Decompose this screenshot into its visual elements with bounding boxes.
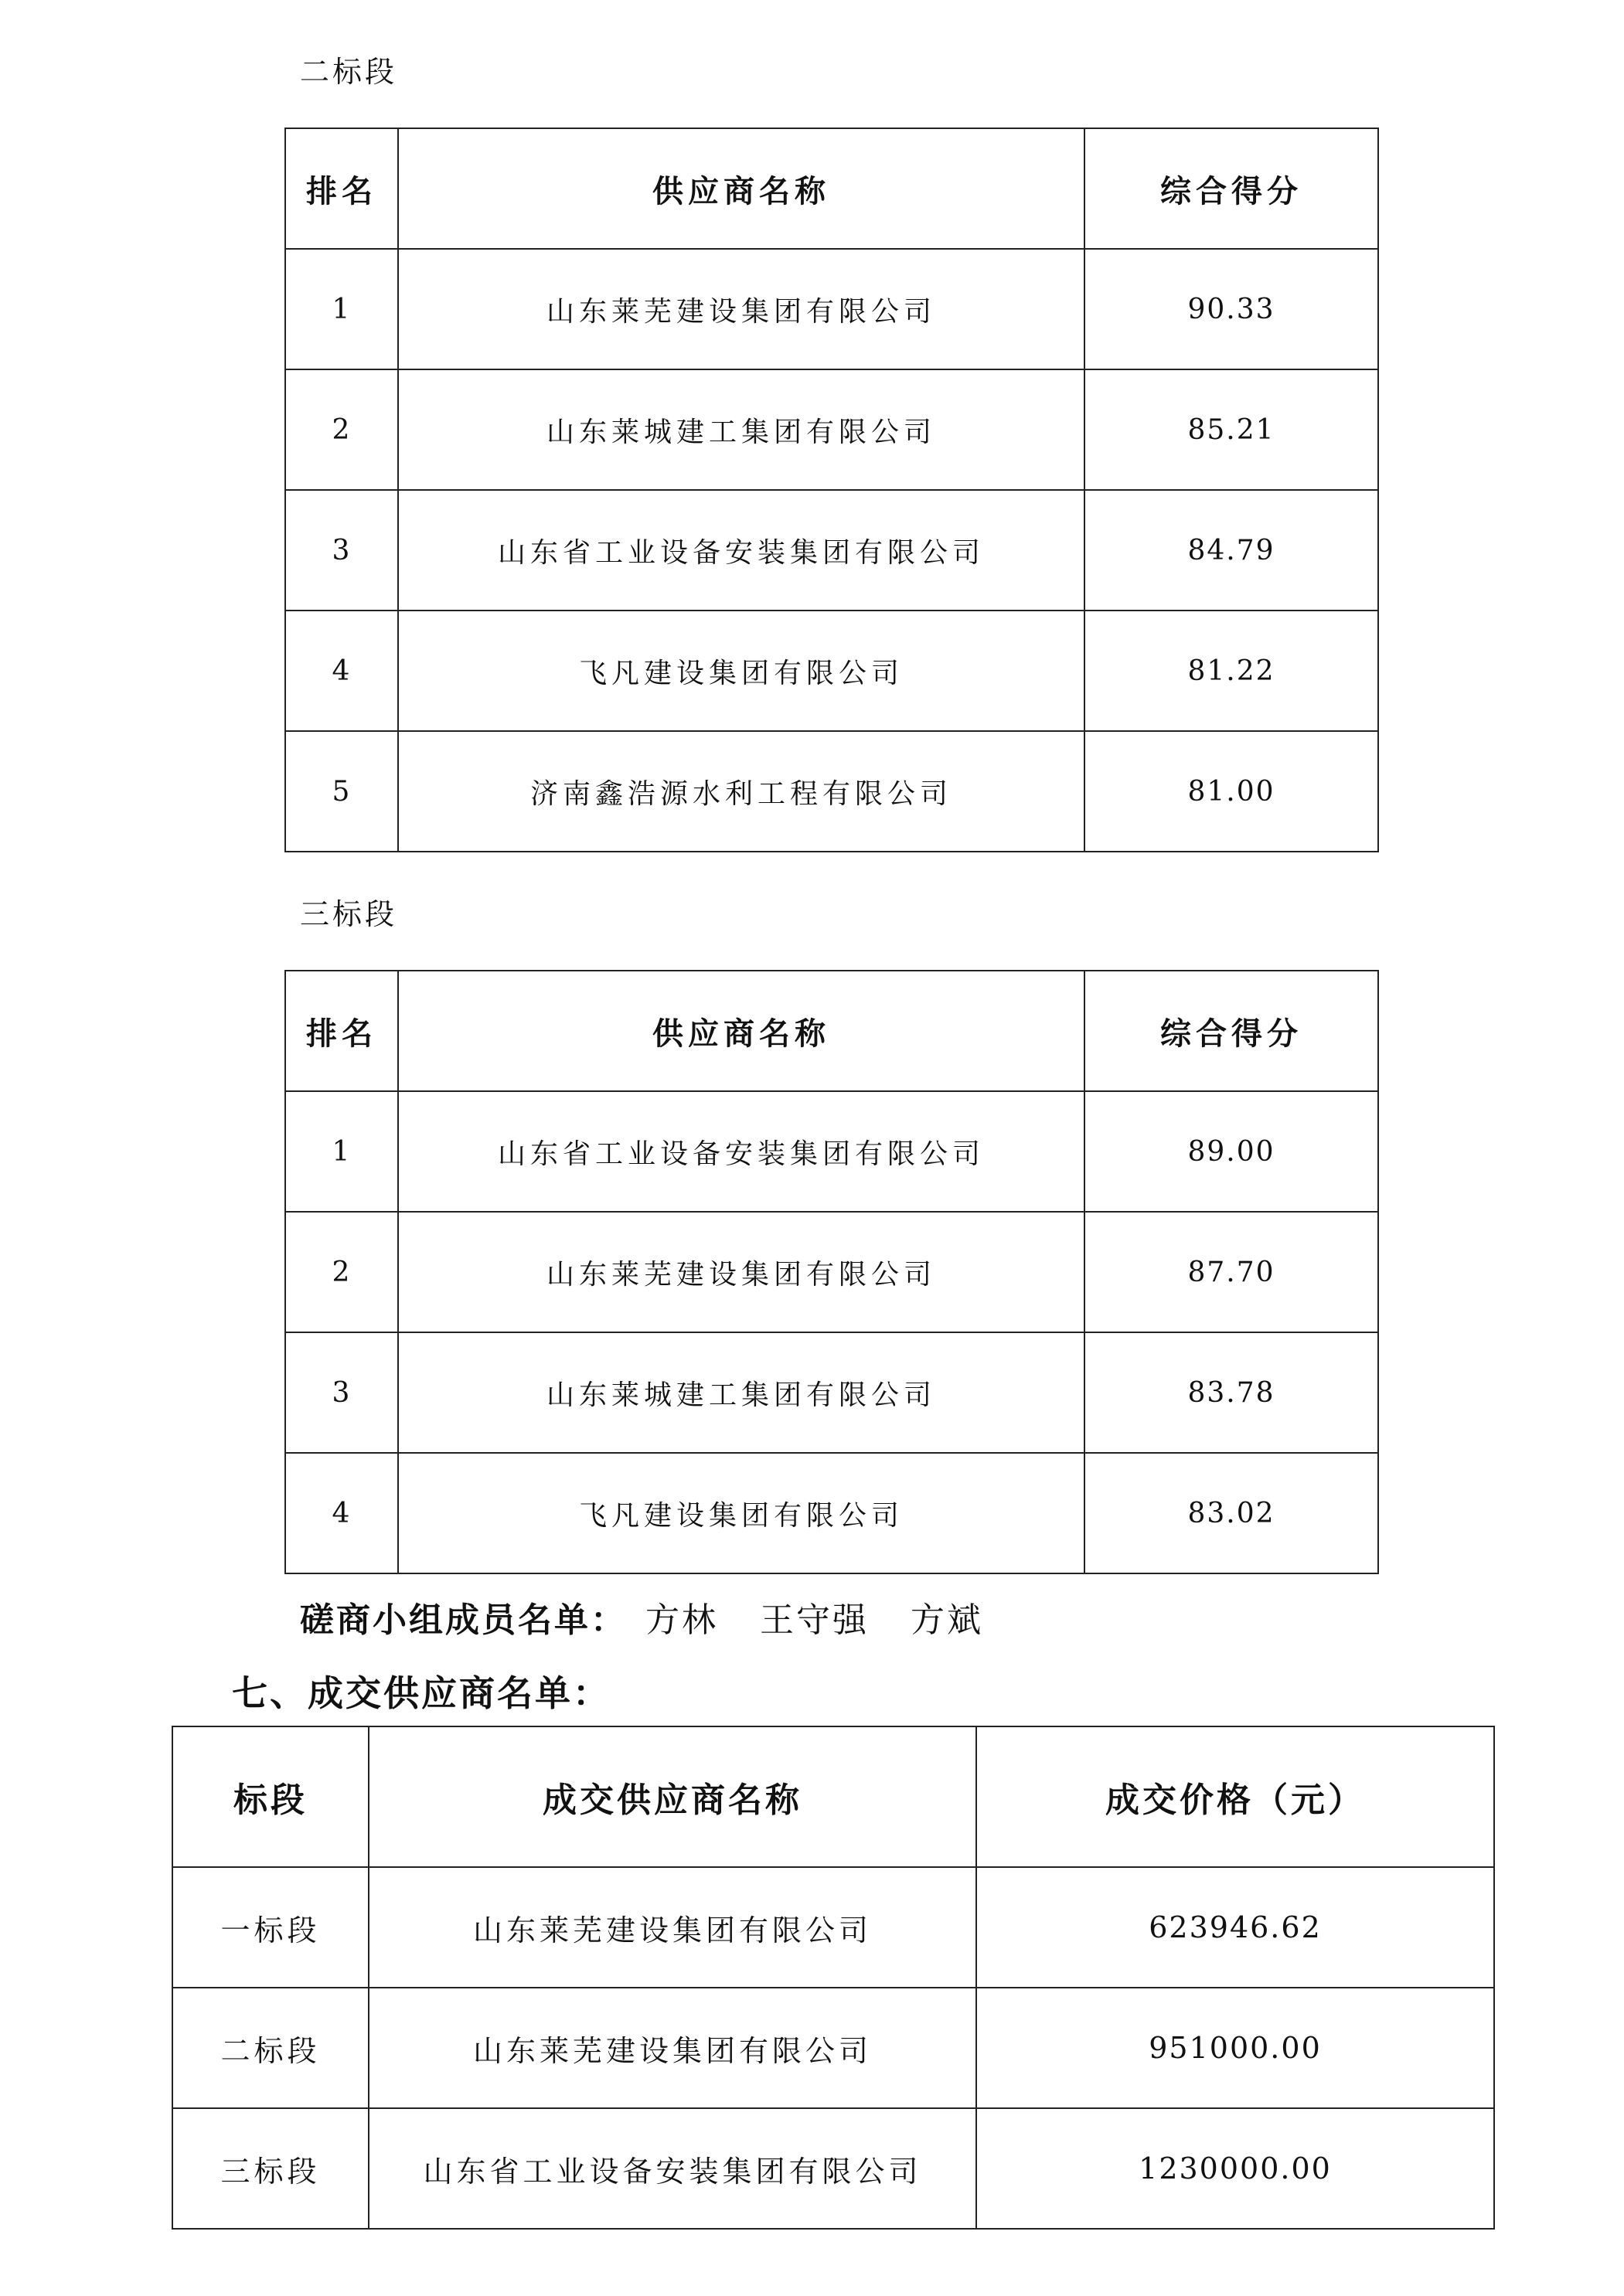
supplier-header: 供应商名称 — [398, 128, 1084, 249]
rank-header: 排名 — [285, 128, 398, 249]
score-cell: 84.79 — [1084, 490, 1378, 611]
supplier-cell: 山东莱芜建设集团有限公司 — [369, 1867, 976, 1988]
table-header-row — [285, 971, 1378, 1091]
section-header: 标段 — [172, 1726, 369, 1867]
section-2-label: 二标段 — [300, 55, 398, 89]
score-cell: 83.78 — [1084, 1332, 1378, 1453]
supplier-cell: 济南鑫浩源水利工程有限公司 — [398, 731, 1084, 852]
rank-cell: 5 — [285, 731, 398, 852]
table-row — [285, 611, 1378, 731]
supplier-cell: 山东莱城建工集团有限公司 — [398, 369, 1084, 490]
rank-cell: 4 — [285, 611, 398, 731]
rank-header: 排名 — [285, 971, 398, 1091]
table-row — [172, 1867, 1494, 1988]
rank-cell: 3 — [285, 1332, 398, 1453]
score-cell: 87.70 — [1084, 1212, 1378, 1332]
supplier-cell: 山东莱芜建设集团有限公司 — [398, 1212, 1084, 1332]
supplier-cell: 飞凡建设集团有限公司 — [398, 611, 1084, 731]
table-row — [285, 731, 1378, 852]
rank-cell: 1 — [285, 1091, 398, 1212]
section-cell: 二标段 — [172, 1988, 369, 2108]
table-row — [285, 1212, 1378, 1332]
member-name: 方斌 — [911, 1600, 983, 1640]
section-cell: 一标段 — [172, 1867, 369, 1988]
table-row — [285, 490, 1378, 611]
table-row — [285, 249, 1378, 369]
table-header-row — [172, 1726, 1494, 1867]
panel-members-label: 磋商小组成员名单： — [300, 1600, 627, 1640]
supplier-cell: 山东省工业设备安装集团有限公司 — [398, 1091, 1084, 1212]
supplier-cell: 山东省工业设备安装集团有限公司 — [369, 2108, 976, 2229]
score-cell: 89.00 — [1084, 1091, 1378, 1212]
supplier-header: 供应商名称 — [398, 971, 1084, 1091]
score-cell: 81.22 — [1084, 611, 1378, 731]
table-row — [172, 1988, 1494, 2108]
section-3-ranking-table — [284, 970, 1379, 1574]
price-cell: 1230000.00 — [976, 2108, 1494, 2229]
panel-members-line — [300, 1592, 1006, 1641]
score-cell: 81.00 — [1084, 731, 1378, 852]
deal-suppliers-heading: 七、成交供应商名单： — [232, 1672, 611, 1714]
price-cell: 951000.00 — [976, 1988, 1494, 2108]
score-header: 综合得分 — [1084, 971, 1378, 1091]
deal-price-header: 成交价格（元） — [976, 1726, 1494, 1867]
rank-cell: 2 — [285, 369, 398, 490]
supplier-cell: 飞凡建设集团有限公司 — [398, 1453, 1084, 1573]
deal-supplier-header: 成交供应商名称 — [369, 1726, 976, 1867]
table-row — [285, 369, 1378, 490]
table-row — [285, 1091, 1378, 1212]
supplier-cell: 山东莱芜建设集团有限公司 — [369, 1988, 976, 2108]
rank-cell: 4 — [285, 1453, 398, 1573]
supplier-cell: 山东莱芜建设集团有限公司 — [398, 249, 1084, 369]
supplier-cell: 山东省工业设备安装集团有限公司 — [398, 490, 1084, 611]
rank-cell: 1 — [285, 249, 398, 369]
supplier-cell: 山东莱城建工集团有限公司 — [398, 1332, 1084, 1453]
section-cell: 三标段 — [172, 2108, 369, 2229]
table-row — [285, 1453, 1378, 1573]
rank-cell: 3 — [285, 490, 398, 611]
section-2-ranking-table — [284, 128, 1379, 852]
score-cell: 83.02 — [1084, 1453, 1378, 1573]
member-name: 方林 — [645, 1600, 718, 1640]
table-header-row — [285, 128, 1378, 249]
rank-cell: 2 — [285, 1212, 398, 1332]
score-header: 综合得分 — [1084, 128, 1378, 249]
table-row — [285, 1332, 1378, 1453]
section-3-label: 三标段 — [300, 897, 398, 931]
table-row — [172, 2108, 1494, 2229]
member-name: 王守强 — [760, 1600, 869, 1640]
deal-suppliers-table — [172, 1726, 1495, 2230]
price-cell: 623946.62 — [976, 1867, 1494, 1988]
score-cell: 85.21 — [1084, 369, 1378, 490]
score-cell: 90.33 — [1084, 249, 1378, 369]
